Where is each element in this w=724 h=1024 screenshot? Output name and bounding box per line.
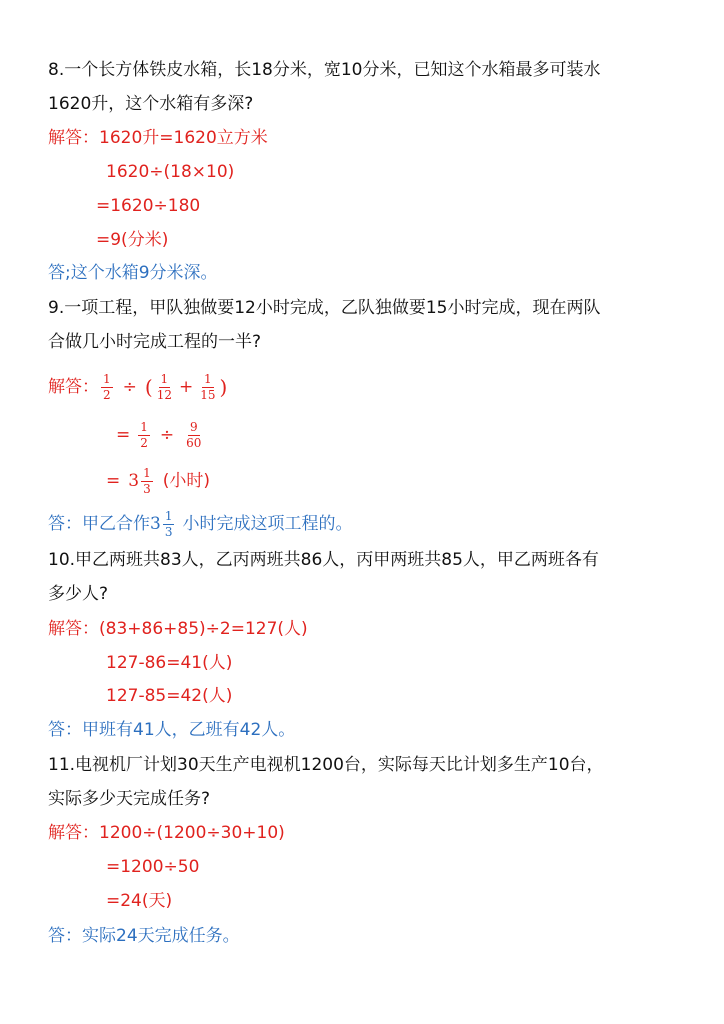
right-paren: )	[219, 375, 228, 399]
q9-answer-prefix: 答：甲乙合作	[48, 513, 150, 534]
q10-solution-step3: 127-85=42(人)	[106, 686, 233, 706]
q11-solution-label: 解答：	[48, 823, 99, 843]
q11-line1: 11.电视机厂计划30天生产电视机1200台，实际每天比计划多生产10台，	[48, 755, 604, 775]
mixed-number-whole: 3	[128, 470, 140, 491]
mixed-number-whole: 3	[150, 513, 161, 534]
equals-sign: =	[116, 424, 131, 445]
q11-solution-step3: =24(天)	[106, 891, 173, 911]
q8-solution-label: 解答：	[48, 128, 99, 148]
q9-solution-step3	[106, 462, 210, 500]
q11-step1-text: 1200÷(1200÷30+10)	[99, 823, 285, 843]
q8-solution-step1	[48, 130, 268, 147]
equals-sign: =	[106, 470, 121, 491]
q10-step1-text: (83+86+85)÷2=127(人)	[99, 619, 308, 639]
q10-solution-step1	[48, 621, 308, 638]
q9-answer	[48, 506, 352, 542]
q9-solution-step1	[48, 368, 227, 406]
fraction-nine-sixtieths: $\frac{9}{60}$	[186, 419, 202, 450]
fraction-one-half: $\frac{1}{2}$	[103, 371, 111, 402]
q8-line2: 1620升，这个水箱有多深?	[48, 94, 254, 114]
divide-sign: ÷	[159, 424, 175, 445]
q11-answer: 答：实际24天完成任务。	[48, 926, 240, 946]
left-paren: (	[144, 375, 153, 399]
q9-solution-label: 解答：	[48, 376, 99, 397]
q8-solution-step4: =9(分米)	[96, 230, 169, 250]
q9-line1: 9.一项工程，甲队独做要12小时完成，乙队独做要15小时完成，现在两队	[48, 298, 601, 318]
q10-line2: 多少人?	[48, 584, 109, 604]
plus-sign: +	[178, 376, 194, 397]
divide-sign: ÷	[122, 376, 137, 397]
q10-answer: 答：甲班有41人，乙班有42人。	[48, 720, 296, 740]
fraction-one-half: $\frac{1}{2}$	[140, 419, 148, 450]
fraction-one-third: $\frac{1}{3}$	[143, 465, 151, 496]
q10-solution-label: 解答：	[48, 619, 99, 639]
q8-answer: 答;这个水箱9分米深。	[48, 263, 218, 283]
fraction-one-third: $\frac{1}{3}$	[164, 508, 173, 539]
q10-line1: 10.甲乙两班共83人，乙丙两班共86人，丙甲两班共85人，甲乙两班各有	[48, 550, 599, 570]
q8-solution-step2: 1620÷(18×10)	[106, 162, 235, 182]
q11-solution-step1	[48, 825, 285, 842]
q9-answer-suffix: 小时完成这项工程的。	[182, 513, 353, 534]
fraction-one-fifteenth: $\frac{1}{15}$	[200, 371, 216, 402]
q8-line1: 8.一个长方体铁皮水箱，长18分米，宽10分米，已知这个水箱最多可装水	[48, 60, 601, 80]
q8-step1-text: 1620升=1620立方米	[99, 128, 268, 148]
fraction-one-twelfth: $\frac{1}{12}$	[156, 371, 172, 402]
q9-solution-step2	[116, 416, 205, 454]
unit-hours: (小时)	[162, 470, 210, 491]
q8-solution-step3: =1620÷180	[96, 196, 201, 216]
q11-line2: 实际多少天完成任务?	[48, 789, 211, 809]
q9-line2: 合做几小时完成工程的一半?	[48, 332, 262, 352]
q10-solution-step2: 127-86=41(人)	[106, 653, 233, 673]
q11-solution-step2: =1200÷50	[106, 857, 200, 877]
